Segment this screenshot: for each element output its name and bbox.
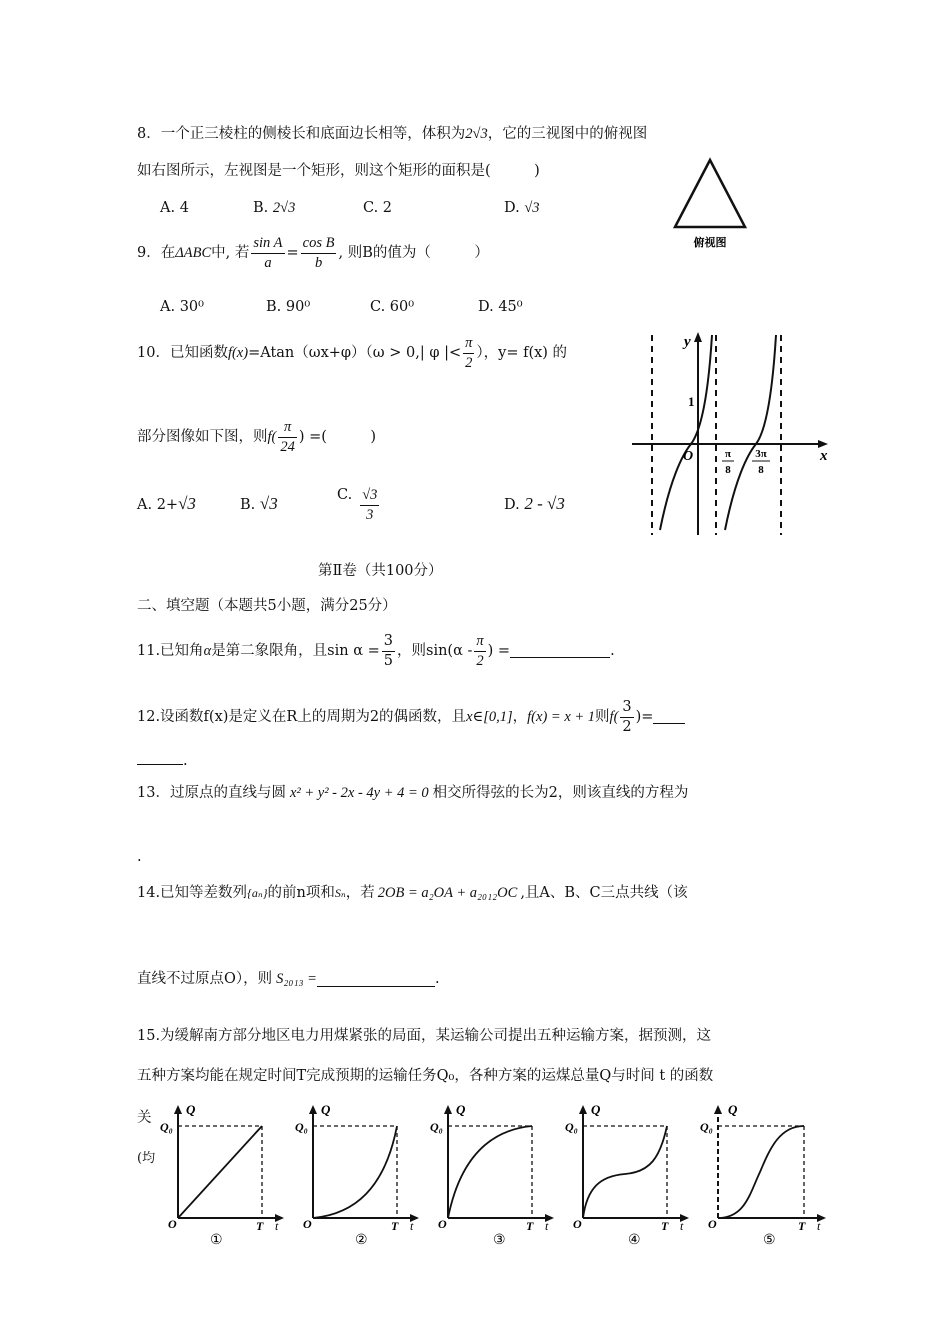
svg-text:Q₀: Q₀ bbox=[430, 1120, 443, 1134]
q12-answer-blank-2[interactable] bbox=[137, 752, 183, 765]
svg-text:Q: Q bbox=[186, 1102, 196, 1117]
svg-text:Q₀: Q₀ bbox=[295, 1120, 308, 1134]
svg-text:T: T bbox=[256, 1219, 264, 1233]
svg-text:O: O bbox=[573, 1217, 582, 1231]
q11-line: 11.已知角 α 是第二象限角，且sin α = $\frac{3}{5}$ ，则sin(α - $\frac{\pi}{2}$ ) = . bbox=[137, 633, 615, 669]
q8-option-a: A. 4 bbox=[160, 200, 189, 216]
q13-end: . bbox=[137, 849, 142, 865]
graph-1 bbox=[160, 1098, 290, 1248]
top-view-label: 俯视图 bbox=[693, 237, 727, 249]
svg-text:Q₀: Q₀ bbox=[565, 1120, 578, 1134]
svg-text:O: O bbox=[438, 1217, 447, 1231]
q10-pi-over-2: $\frac{\pi}{2}$ bbox=[465, 335, 473, 371]
svg-text:π: π bbox=[724, 448, 732, 460]
q15-line1: 15.为缓解南方部分地区电力用煤紧张的局面，某运输公司提出五种运输方案，据预测，这 bbox=[137, 1028, 712, 1044]
svg-text:x: x bbox=[820, 448, 828, 464]
svg-text:O: O bbox=[683, 449, 694, 464]
q12-answer-blank-1[interactable] bbox=[653, 711, 685, 724]
q12-line2: . bbox=[137, 752, 188, 769]
svg-text:Q: Q bbox=[321, 1102, 331, 1117]
svg-text:T: T bbox=[526, 1219, 534, 1233]
q9-option-a: A. 30⁰ bbox=[160, 299, 204, 315]
svg-text:t: t bbox=[680, 1219, 684, 1233]
triangle-shape bbox=[675, 160, 745, 227]
svg-text:8: 8 bbox=[758, 464, 764, 476]
svg-text:Q₀: Q₀ bbox=[700, 1120, 713, 1134]
svg-text:t: t bbox=[410, 1219, 414, 1233]
svg-text:Q: Q bbox=[456, 1102, 466, 1117]
q8-line2: 如右图所示，左视图是一个矩形，则这个矩形的面积是( ) bbox=[137, 163, 540, 179]
q10-line2: 部分图像如下图，则 f( $\frac{\pi}{24}$ ) =( ) bbox=[137, 419, 377, 455]
section-subtitle: 二、填空题（本题共5小题，满分25分） bbox=[137, 598, 397, 614]
graph-5 bbox=[700, 1098, 835, 1248]
svg-text:t: t bbox=[275, 1219, 279, 1233]
q10-pi-over-24: $\frac{\pi}{24}$ bbox=[280, 419, 295, 455]
q10-line1: 10．已知函数 f(x) =Atan（ωx+φ）（ω > 0,| φ |< $\frac{\pi}{2}$ ），y= f(x) 的 bbox=[137, 335, 568, 371]
q8-option-b: B. 2√3 bbox=[253, 200, 296, 216]
q10-option-c: C. $\frac{√3}{3}$ bbox=[337, 487, 378, 523]
q14-line1: 14.已知等差数列{aₙ}的前n项和Sₙ，若 2OB = a₂OA + a₂₀₁₂OC ,且A、B、C三点共线（该 bbox=[137, 885, 688, 901]
top-view-triangle-figure bbox=[670, 155, 760, 255]
section-title: 第Ⅱ卷（共100分） bbox=[318, 563, 443, 579]
svg-text:③: ③ bbox=[493, 1233, 506, 1248]
svg-text:T: T bbox=[661, 1219, 669, 1233]
svg-text:O: O bbox=[168, 1217, 177, 1231]
q15-line4: (均 bbox=[137, 1151, 156, 1166]
svg-text:T: T bbox=[391, 1219, 399, 1233]
graph-4 bbox=[565, 1098, 695, 1248]
q9-option-b: B. 90⁰ bbox=[266, 299, 311, 315]
q15-line3: 关 bbox=[137, 1110, 152, 1126]
svg-text:t: t bbox=[817, 1219, 821, 1233]
q9-fraction-2: $\frac{\text{cos B}}{b}$ bbox=[302, 235, 335, 271]
q8-volume: 2√3 bbox=[465, 126, 488, 142]
svg-text:①: ① bbox=[210, 1233, 223, 1248]
q11-answer-blank[interactable] bbox=[510, 645, 610, 658]
tangent-graph bbox=[630, 330, 830, 540]
q9-option-d: D. 45⁰ bbox=[478, 299, 523, 315]
q10-option-a: A. 2+√3 bbox=[137, 494, 196, 513]
q8-option-c: C. 2 bbox=[363, 200, 393, 216]
svg-text:1: 1 bbox=[688, 394, 695, 409]
svg-text:④: ④ bbox=[628, 1233, 641, 1248]
q8-line1: 8．一个正三棱柱的侧棱长和底面边长相等，体积为2√3，它的三视图中的俯视图 bbox=[137, 126, 648, 142]
q9-line: 9．在 ΔABC 中, 若 $\frac{\text{sin A}}{a}$ = $\frac{\text{cos B}}{b}$ , 则B的值为（ ） bbox=[137, 235, 489, 271]
svg-text:y: y bbox=[684, 334, 691, 350]
q9-option-c: C. 60⁰ bbox=[370, 299, 415, 315]
svg-text:O: O bbox=[303, 1217, 312, 1231]
q12-line: 12.设函数f(x)是定义在R上的周期为2的偶函数，且 x∈[0,1] ， f(x) = x + 1 则 f( $\frac{3}{2}$ )= bbox=[137, 700, 685, 734]
svg-text:O: O bbox=[708, 1217, 717, 1231]
svg-text:Q₀: Q₀ bbox=[160, 1120, 173, 1134]
svg-text:T: T bbox=[798, 1219, 806, 1233]
graph-3 bbox=[430, 1098, 560, 1248]
svg-text:t: t bbox=[545, 1219, 549, 1233]
q14-answer-blank[interactable] bbox=[317, 974, 435, 987]
svg-text:3π: 3π bbox=[755, 448, 767, 460]
q14-line2: 直线不过原点O），则 S₂₀₁₃ = . bbox=[137, 971, 440, 987]
svg-text:②: ② bbox=[355, 1233, 368, 1248]
q15-line2: 五种方案均能在规定时间T完成预期的运输任务Q₀，各种方案的运煤总量Q与时间 t 的函数 bbox=[137, 1068, 714, 1084]
q9-fraction-1: $\frac{\text{sin A}}{a}$ bbox=[253, 235, 283, 271]
svg-text:8: 8 bbox=[725, 464, 731, 476]
q13-line: 13．过原点的直线与圆 x² + y² - 2x - 4y + 4 = 0 相交所得弦的长为2，则该直线的方程为 bbox=[137, 785, 689, 801]
q10-option-d: D. 2 - √3 bbox=[504, 494, 565, 513]
q10-option-b: B. √3 bbox=[240, 494, 278, 513]
svg-text:⑤: ⑤ bbox=[763, 1233, 776, 1248]
q8-option-d: D. √3 bbox=[504, 200, 540, 216]
svg-text:Q: Q bbox=[728, 1102, 738, 1117]
svg-text:Q: Q bbox=[591, 1102, 601, 1117]
graph-2 bbox=[295, 1098, 425, 1248]
